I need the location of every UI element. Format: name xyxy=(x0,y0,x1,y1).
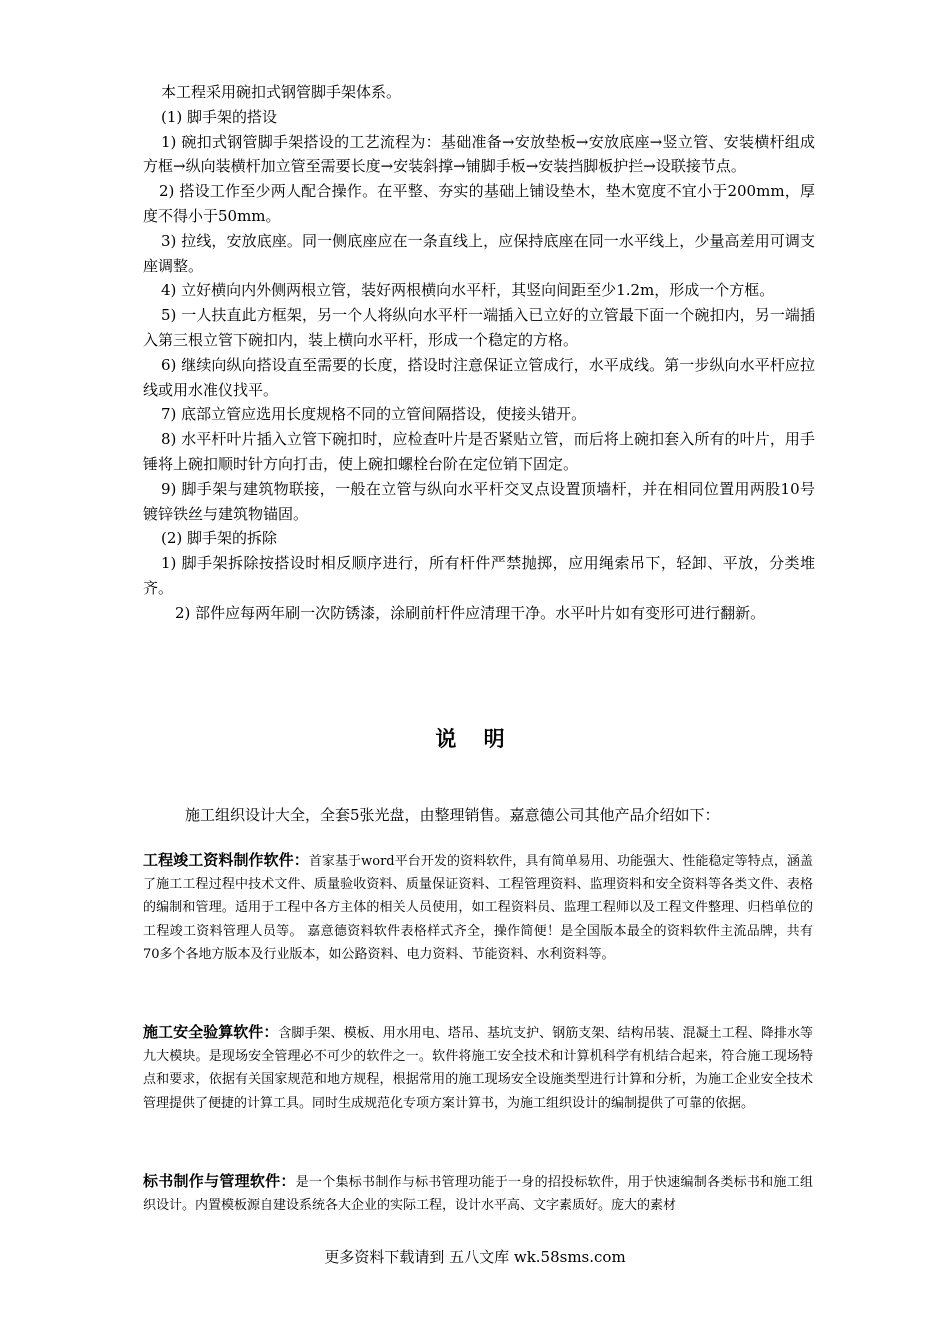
section-1-item-6: 6) 继续向纵向搭设直至需要的长度，搭设时注意保证立管成行，水平成线。第一步纵向水平杆应拉线或用水准仪找平。 xyxy=(143,355,815,399)
construction-text xyxy=(143,80,815,626)
section-1-item-8: 8) 水平杆叶片插入立管下碗扣时，应检查叶片是否紧贴立管，而后将上碗扣套入所有的叶片，用手锤将上碗扣顺时针方向打击，使上碗扣螺栓台阶在定位销下固定。 xyxy=(143,430,815,473)
product-desc: 含脚手架、模板、用水用电、塔吊、基坑支护、钢筋支架、结构吊装、混凝土工程、降排水等九大模块。是现场安全管理必不可少的软件之一。软件将施工安全技术和计算机科学有机结合起来，符合施工现场特点和要求，依据有关国家规范和地方规程，根据常用的施工现场安全设施类型进行计算和分析，为施工企业安全技术管理提供了便捷的计算工具。同时生成规范化专项方案计算书，为施工组织设计的编制提供了可靠的依据。 xyxy=(143,1026,813,1111)
section-1-item-1: 1) 碗扣式钢管脚手架搭设的工艺流程为：基础准备→安放垫板→安放底座→竖立管、安装横杆组成方框→纵向装横杆加立管至需要长度→安装斜撑→铺脚手板→安装挡脚板护拦→设联接节点。 xyxy=(143,132,815,176)
section-1-item-7: 7) 底部立管应选用长度规格不同的立管间隔搭设，使接头错开。 xyxy=(161,405,587,424)
product-desc: 是一个集标书制作与标书管理功能于一身的招投标软件，用于快速编制各类标书和施工组织设计。内置模板源自建设系统各大企业的实际工程，设计水平高、文字素质好。庞大的素材 xyxy=(143,1175,813,1214)
explanation-heading: 说 明 xyxy=(435,726,515,751)
section-1-item-2: 2) 搭设工作至少两人配合操作。在平整、夯实的基础上铺设垫木，垫木宽度不宜小于200mm，厚度不得小于50mm。 xyxy=(143,182,815,225)
product-description xyxy=(143,1170,813,1217)
section-1-item-5: 5) 一人扶直此方框架，另一个人将纵向水平杆一端插入已立好的立管最下面一个碗扣内，另一端插入第三根立管下碗扣内，装上横向水平杆，形成一个稳定的方格。 xyxy=(143,306,815,349)
product-name: 工程竣工资料制作软件： xyxy=(143,851,309,869)
product-description xyxy=(143,1021,813,1115)
explanation-intro: 施工组织设计大全，全套5张光盘，由整理销售。嘉意德公司其他产品介绍如下： xyxy=(185,806,720,824)
section-1-item-3: 3) 拉线，安放底座。同一侧底座应在一条直线上，应保持底座在同一水平线上，少量高差用可调支座调整。 xyxy=(143,231,815,275)
footer-link-text[interactable]: 更多资料下载请到 五八文库 wk.58sms.com xyxy=(324,1248,626,1266)
section-1-item-4: 4) 立好横向内外侧两根立管，装好两根横向水平杆，其竖向间距至少1.2m，形成一个方框。 xyxy=(161,281,775,300)
intro-paragraph: 本工程采用碗扣式钢管脚手架体系。 xyxy=(161,83,402,101)
section-1-item-9: 9) 脚手架与建筑物联接，一般在立管与纵向水平杆交叉点设置顶墙杆，并在相同位置用两股10号镀锌铁丝与建筑物锚固。 xyxy=(143,479,815,523)
section-2-title: (2) 脚手架的拆除 xyxy=(161,529,278,548)
section-1-title: (1) 脚手架的搭设 xyxy=(161,107,278,126)
section-2-item-2: 2) 部件应每两年刷一次防锈漆，涂刷前杆件应清理干净。水平叶片如有变形可进行翻新。 xyxy=(175,603,766,622)
product-name: 标书制作与管理软件： xyxy=(143,1172,296,1190)
product-desc: 首家基于word平台开发的资料软件，具有简单易用、功能强大、性能稳定等特点，涵盖了施工工程过程中技术文件、质量验收资料、质量保证资料、工程管理资料、监理资料和安全资料等各类文件、表格的编制和管理。适用于工程中各方主体的相关人员使用，如工程资料员、监理工程师以及工程文件整理、归档单位的工程竣工资料管理人员等。 嘉意德资料软件表格样式齐全，操作简便！是全国版本最全的资料软件主流品牌，共有70多个各地方版本及行业版本，如公路资料、电力资料、节能资料、水利资料等。 xyxy=(143,854,813,962)
section-2-item-1: 1) 脚手架拆除按搭设时相反顺序进行，所有杆件严禁抛掷，应用绳索吊下，轻卸、平放，分类堆齐。 xyxy=(143,554,815,597)
product-description xyxy=(143,849,813,966)
product-name: 施工安全验算软件： xyxy=(143,1023,279,1041)
